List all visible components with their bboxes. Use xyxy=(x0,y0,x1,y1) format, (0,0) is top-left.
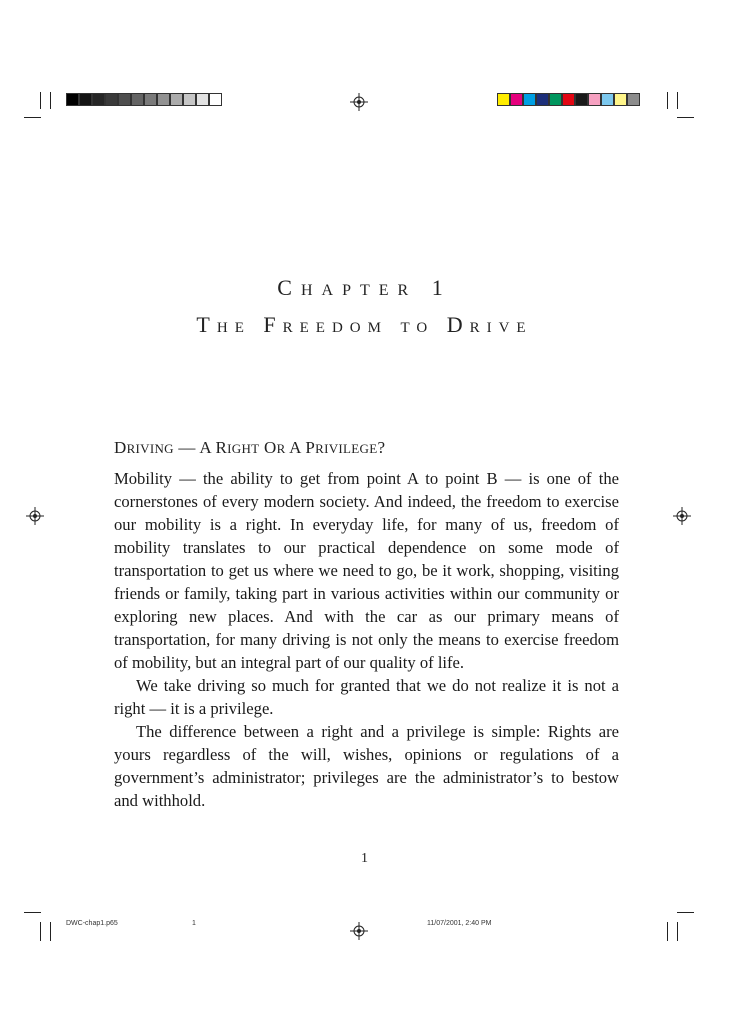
chapter-number xyxy=(0,275,729,301)
registration-mark-top xyxy=(350,93,368,111)
section-heading-text: DRIVING — A RIGHT OR A PRIVILEGE? xyxy=(114,438,386,457)
page-number: 1 xyxy=(361,851,368,866)
color-swatch xyxy=(497,93,510,106)
color-swatch xyxy=(131,93,144,106)
color-swatch xyxy=(183,93,196,106)
section-heading xyxy=(114,438,619,458)
registration-mark-right xyxy=(673,507,691,525)
color-swatch xyxy=(562,93,575,106)
paragraph: The difference between a right and a privilege is simple: Rights are yours regardless of the will, wishes, opinions or regulations of a government’s administrator; privileges are the administrator’s to bestow and withhold. xyxy=(114,722,619,810)
color-swatch xyxy=(601,93,614,106)
color-swatch xyxy=(118,93,131,106)
chapter-title-text: THE FREEDOM TO DRIVE xyxy=(196,312,533,337)
process-color-bar xyxy=(497,93,640,106)
color-swatch xyxy=(157,93,170,106)
paragraph: We take driving so much for granted that we do not realize it is not a right — it is a privilege. xyxy=(114,676,619,718)
color-swatch xyxy=(536,93,549,106)
color-swatch xyxy=(510,93,523,106)
color-swatch xyxy=(144,93,157,106)
color-swatch xyxy=(92,93,105,106)
color-swatch xyxy=(614,93,627,106)
color-swatch xyxy=(170,93,183,106)
color-swatch xyxy=(79,93,92,106)
grayscale-color-bar xyxy=(66,93,222,106)
chapter-title xyxy=(0,312,729,338)
color-swatch xyxy=(627,93,640,106)
color-swatch xyxy=(196,93,209,106)
chapter-number-text: CHAPTER 1 xyxy=(277,275,452,300)
color-swatch xyxy=(209,93,222,106)
color-swatch xyxy=(66,93,79,106)
color-swatch xyxy=(575,93,588,106)
color-swatch xyxy=(549,93,562,106)
color-swatch xyxy=(588,93,601,106)
slug-datetime: 11/07/2001, 2:40 PM xyxy=(427,920,492,927)
registration-mark-left xyxy=(26,507,44,525)
slug-filename: DWC-chap1.p65 xyxy=(66,920,118,927)
registration-mark-bottom xyxy=(350,922,368,940)
color-swatch xyxy=(105,93,118,106)
body-text xyxy=(114,467,619,812)
paragraph: Mobility — the ability to get from point A to point B — is one of the cornerstones of every modern society. And indeed, the freedom to exercise our mobility is a right. In everyday life, for many of us, freedom of mobility translates to our practical dependence on some mode of transportation to get us where we need to go, be it work, shopping, visiting friends or family, taking part in various activities within our community or exploring new places. And with the car as our primary means of transportation, for many driving is not only the means to exercise freedom of mobility, but an integral part of our quality of life. xyxy=(114,469,619,672)
color-swatch xyxy=(523,93,536,106)
slug-page: 1 xyxy=(192,920,196,927)
